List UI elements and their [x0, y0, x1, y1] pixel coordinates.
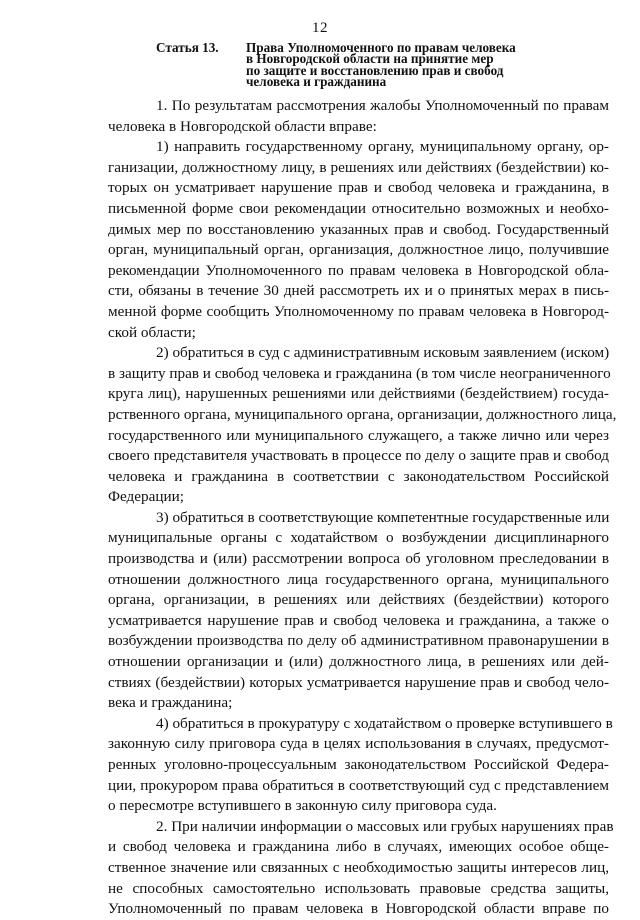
text-line: и свобод человека и гражданина либо в случаях, имеющих особое обще-	[108, 838, 609, 856]
text-line: 1. По результатам рассмотрения жалобы Уполномоченный по правам	[156, 97, 609, 114]
paragraph	[108, 817, 614, 920]
text-line: не способных самостоятельно использовать правовые средства защиты,	[108, 879, 609, 897]
text-line: человека в Новгородской области вправе:	[108, 117, 377, 135]
text-line: законную силу приговора суда в целях использования в случаях, предусмот-	[108, 735, 609, 753]
text-line: ствиях (бездействии) которых усматривается нарушение прав и свобод чело-	[108, 673, 609, 691]
text-line: производства и (или) рассмотрении вопроса об уголовном преследовании в	[108, 550, 609, 568]
text-line: о пересмотре вступившего в законную силу приговора суда.	[108, 797, 497, 815]
article-label: Статья 13.	[156, 40, 219, 55]
text-line: государственного или муниципального служащего, а также лично или через	[108, 426, 609, 444]
text-line: рекомендации Уполномоченного по правам человека в Новгородской обла-	[108, 261, 609, 279]
text-line: 2. При наличии информации о массовых или грубых нарушениях прав	[156, 817, 614, 835]
text-line: 4) обратиться в прокуратуру с ходатайством о проверке вступившего в	[156, 714, 613, 732]
paragraph	[108, 96, 609, 137]
article-header	[156, 42, 576, 88]
paragraph	[108, 137, 609, 343]
text-line: письменной форме свои рекомендации относительно возможных и необхо-	[108, 199, 609, 217]
text-line: 3) обратиться в соответствующие компетентные государственные или	[156, 508, 610, 526]
text-line: муниципальные органы с ходатайством о возбуждении дисциплинарного	[108, 529, 609, 547]
text-line: ренных уголовно-процессуальным законодательством Российской Федера-	[108, 756, 609, 773]
text-line: сти, обязаны в течение 30 дней рассмотреть их и о принятых мерах в пись-	[108, 282, 609, 300]
text-line: ганизации, должностному лицу, в решениях или действиях (бездействии) ко-	[108, 158, 609, 176]
text-line: Федерации;	[108, 488, 184, 506]
text-line: в защиту прав и свобод человека и гражданина (в том числе неограниченного	[108, 364, 611, 382]
paragraph	[108, 508, 609, 714]
text-line: своего представителя участвовать в процессе по делу о защите прав и свобод	[108, 447, 609, 465]
article-title: Права Уполномоченного по правам человека в Новгородской области на принятие мер по защите и восстановлению прав и свобод человека и гражданина	[246, 40, 516, 90]
text-line: торых он усматривает нарушение прав и свобод человека и гражданина, в	[108, 179, 609, 197]
article-body	[108, 96, 617, 920]
text-line: отношении организации и (или) должностного лица, в решениях или дей-	[108, 653, 609, 671]
text-line: 1) направить государственному органу, муниципальному органу, ор-	[156, 138, 609, 156]
text-line: 2) обратиться в суд с административным исковым заявлением (иском)	[156, 344, 610, 362]
paragraph	[108, 343, 617, 508]
text-line: менной форме сообщить Уполномоченному по правам человека в Новгород-	[108, 302, 609, 320]
text-line: человека и гражданина в соответствии с законодательством Российской	[108, 467, 609, 485]
text-line: Уполномоченный по правам человека в Новгородской области вправе по	[108, 900, 609, 918]
paragraph	[108, 714, 613, 817]
text-line: возбуждении производства по делу об административном правонарушении в	[108, 632, 609, 650]
text-line: круга лиц), нарушенных решениями или действиями (бездействием) госуда-	[108, 385, 609, 403]
page-number: 12	[312, 20, 328, 36]
text-line: димых мер по восстановлению указанных прав и свобод. Государственный	[108, 220, 609, 238]
text-line: усматривается нарушение прав и свобод человека и гражданина, а также о	[108, 611, 609, 629]
text-line: отношении должностного лица государственного органа, муниципального	[108, 570, 609, 588]
text-line: ции, прокурором права обратиться в соответствующий суд с представлением	[108, 776, 609, 794]
text-line: ственное значение или связанных с необходимостью защиты интересов лиц,	[108, 858, 609, 876]
text-line: орган, муниципальный орган, организация, должностное лицо, получившие	[108, 241, 609, 259]
text-line: органа, организации, в решениях или действиях (бездействии) которого	[108, 591, 609, 609]
text-line: рственного органа, муниципального органа, организации, должностного лица,	[108, 405, 617, 423]
text-line: ской области;	[108, 323, 196, 341]
text-line: века и гражданина;	[108, 694, 233, 712]
